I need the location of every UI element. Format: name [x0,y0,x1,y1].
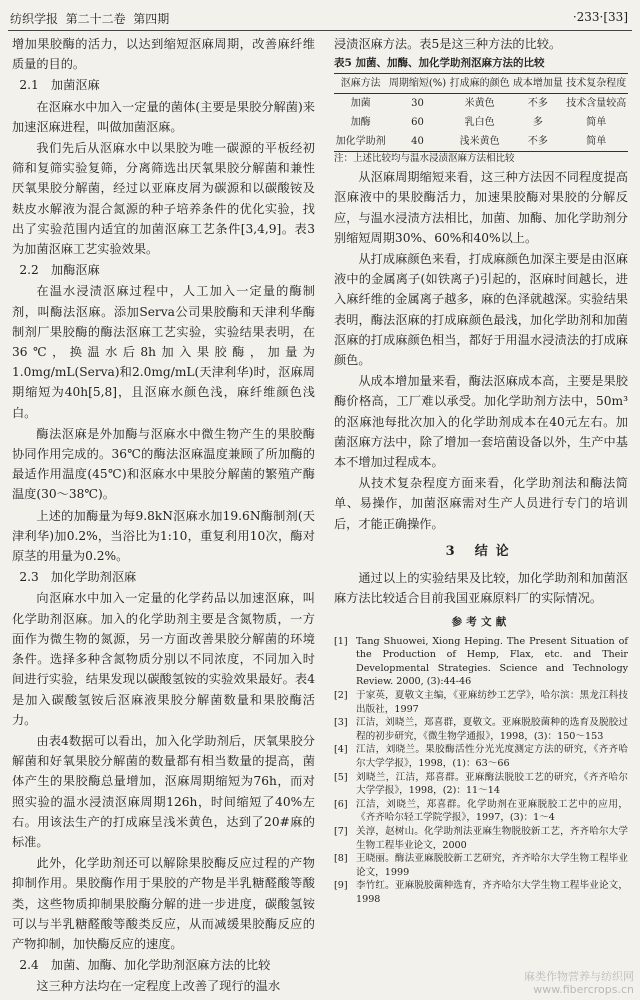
reference-number: [1] [334,635,348,647]
table-cell: 不多 [511,132,564,152]
body-paragraph: 在温水浸渍沤麻过程中，人工加入一定量的酶制剂，叫酶法沤麻。添加Serva公司果胶酶和天津利华酶制剂厂果胶酶的酶法沤麻工艺实验，实验结果表明，在36℃，换温水后8h加入果胶酶，加量为1.0mg/mL(Serva)和2.0mg/mL(天津利华)时，沤麻周期缩短为40h[5,8]，且沤麻水颜色浅，麻纤维颜色浅白。 [12,284,315,420]
table-header-cell: 成本增加量 [511,74,564,94]
reference-text: Tang Shuowei, Xiong Heping. The Present Situation of the Production of Hemp, Flax, etc. and Their Developmental Strategies. Science and Technology Review. 2000, (3):44-46 [356,635,628,688]
body-paragraph: 增加果胶酶的活力，以达到缩短沤麻周期，改善麻纤维质量的目的。 [12,37,315,72]
reference-number: [3] [334,717,348,729]
reference-text: 江洁，刘晓兰。果胶酶活性分光光度测定方法的研究，《齐齐哈尔大学学报》，1998，(1)：63～66 [356,744,628,770]
reference-number: [2] [334,690,348,702]
table-5-title: 表5 加菌、加酶、加化学助剂沤麻方法的比较 [334,57,545,70]
table-row [334,132,628,152]
body-paragraph: 向沤麻水中加入一定量的化学药品以加速沤麻，叫化学助剂沤麻。加入的化学助剂主要是含氮物质，一方面作为微生物的氮源，另一方面改善果胶分解菌的环境条件。选择多种含氮物质分别以不同浓度，不同加入时间进行实验，结果发现以碳酸氢铵的实验效果最好。表4是加入碳酸氢铵后沤麻液果胶分解菌数量和果胶酶活力。 [12,591,315,727]
reference-text: 于家英，夏敬文主编，《亚麻纺纱工艺学》，哈尔滨：黑龙江科技出版社，1997 [356,690,628,715]
table-row [334,94,628,114]
body-paragraph: 由表4数据可以看出，加入化学助剂后，厌氧果胶分解菌和好氧果胶分解菌的数量都有相当数量的提高，菌体产生的果胶酶总量增加，沤麻周期缩短为76h，而对照实验的温水浸渍沤麻周期126h，时间缩短了40%左右。用该法生产的打成麻呈浅米黄色，达到了20#麻的标准。 [12,733,315,849]
page-number: ·233·[33] [572,10,628,24]
reference-item [334,852,628,879]
reference-text: 关淳，赵树山。化学助剂法亚麻生物脱胶新工艺，齐齐哈尔大学生物工程毕业论文，2000 [356,825,628,851]
section-title: 加菌、加酶、加化学助剂沤麻方法的比较 [50,958,271,973]
reference-item [334,825,628,852]
body-paragraph: 从技术复杂程度方面来看，化学助剂法和酶法简单、易操作，加菌沤麻需对生产人员进行专门的培训后，才能正确操作。 [334,476,628,531]
reference-text: 江洁，刘晓兰，郑喜群。化学助剂在亚麻脱胶工艺中的应用，《齐齐哈尔轻工学院学报》，1997，(3)：1～4 [356,798,628,824]
section-heading [12,260,315,280]
reference-number: [5] [334,771,348,783]
body-paragraph: 上述的加酶量为每9.8kN沤麻水加19.6N酶制剂(天津利华)加0.2%，当浴比为1:10，重复利用10次，酶对原茎的用量为0.2%。 [12,508,315,564]
body-paragraph: 我们先后从沤麻水中以果胶为唯一碳源的平板经初筛和复筛实验复筛，分离筛选出厌氧果胶分解菌和兼性厌氧果胶分解菌，经过以亚麻皮屑为碳源和以碳酸铵及麸皮水解液为混合氮源的种子培养条件的优化实验，找出了实验范围内适宜的加菌沤麻工艺条件[3,4,9]。表3为加菌沤麻工艺实验效果。 [12,141,315,257]
page-header [8,6,632,31]
table-cell: 不多 [527,98,548,110]
body-paragraph: 这三种方法均在一定程度上改善了现行的温水 [36,979,281,994]
body-paragraph: 从成本增加量来看，酶法沤麻成本高，主要是果胶酶价格高，工厂难以承受。加化学助剂方法中，50m³的沤麻池每批次加入的化学助剂成本在40元左右。加菌沤麻方法中，除了增加一套培菌设备以外，生产中基本不增加过程成本。 [334,374,628,470]
section-number: 2.3 [19,570,39,585]
section-title: 加酶沤麻 [50,263,100,278]
table-cell: 技术含量较高 [566,98,627,110]
table-header-cell: 沤麻方法 [334,74,387,94]
reference-number: [4] [334,744,348,756]
reference-item [334,635,628,689]
left-column [12,34,315,998]
table-cell: 乳白色 [464,117,495,129]
body-paragraph: 酶法沤麻是外加酶与沤麻水中微生物产生的果胶酶协同作用完成的。36℃的酶法沤麻温度兼顾了所加酶的最适作用温度(45℃)和沤麻水中果胶分解菌的繁殖产酶温度(30～38℃)。 [12,426,315,502]
body-paragraph: 从沤麻周期缩短来看，这三种方法因不同程度提高沤麻液中的果胶酶活力，加速果胶酶对果胶的分解反应，与温水浸渍方法相比，加菌、加酶、加化学助剂分别缩短周期30%、60%和40%以上。 [334,170,628,245]
reference-item [334,879,628,906]
body-paragraph: 此外，化学助剂还可以解除果胶酶反应过程的产物抑制作用。果胶酶作用于果胶的产物是半乳糖醛酸等酸类，这些物质抑制果胶酶分解的进一步进度，碳酸氢铵可以与半乳糖醛酸等酸类反应，从而减缓果胶酶反应的产物抑制，加快酶反应的速度。 [12,856,315,951]
table-row [334,113,628,132]
table-cell: 米黄色 [464,98,495,110]
table-cell: 加菌 [350,98,371,110]
table-cell: 浅米黄色 [448,132,511,152]
table-cell: 多 [532,117,543,129]
reference-number: [9] [334,880,348,892]
table-cell: 40 [387,132,448,152]
section-title: 加菌沤麻 [50,78,100,93]
reference-item [334,798,628,825]
table-header-row [334,74,628,94]
section-title: 加化学助剂沤麻 [50,570,137,585]
conclusion-heading: 3 结论 [445,543,517,559]
reference-number: [7] [334,825,348,837]
journal-info: 纺织学报 第二十二卷 第四期 [10,12,170,26]
body-paragraph: 从打成麻颜色来看，打成麻颜色加深主要是由沤麻液中的金属离子(如铁离子)引起的，沤麻时间越长，进入麻纤维的金属离子越多，麻的色泽就越深。实验结果表明，酶法沤麻的打成麻颜色最浅，加化学助剂和加菌沤麻的打成麻颜色相当，都好于用温水浸渍法的打成麻颜色。 [334,252,628,368]
section-number: 2.1 [19,78,39,93]
references-heading: 参考文献 [451,616,511,629]
watermark-line-1: 麻类作物营养与纺织网 [524,970,634,983]
table-cell: 加化学助剂 [334,132,387,152]
body-paragraph: 在沤麻水中加入一定量的菌体(主要是果胶分解菌)来加速沤麻进程，叫做加菌沤麻。 [12,99,315,134]
table-5-note: 注：上述比较均与温水浸渍沤麻方法相比较 [334,153,515,165]
reference-text: 李竹红。亚麻脱胶菌种选育，齐齐哈尔大学生物工程毕业论文，1998 [356,880,628,905]
table-cell: 简单 [586,117,607,129]
reference-text: 江洁，刘晓兰，郑喜群，夏敬文。亚麻脱胶菌种的选育及脱胶过程的初步研究，《微生物学通报》，1998，(3)：150～153 [356,717,628,742]
table-header-cell: 周期缩短(%) [387,74,448,94]
reference-item [334,743,628,770]
reference-number: [8] [334,853,348,865]
reference-list [334,635,628,907]
reference-item [334,689,628,716]
reference-item [334,771,628,798]
section-heading [12,75,315,95]
watermark [524,970,634,996]
reference-text: 王晓丽。酶法亚麻脱胶新工艺研究，齐齐哈尔大学生物工程毕业论文，1999 [356,853,628,878]
section-heading [12,567,315,587]
section-number: 2.2 [19,263,39,278]
table-cell: 60 [411,117,424,129]
reference-item [334,716,628,743]
table-cell: 简单 [565,132,628,152]
right-column [334,34,628,907]
section-number: 2.4 [19,958,39,973]
watermark-line-2: www.fibercrops.cn [533,983,634,996]
section-heading [12,955,315,975]
table-cell: 30 [411,98,424,110]
table-cell: 加酶 [350,117,371,129]
table-header-cell: 打成麻的颜色 [448,74,511,94]
table-5 [334,73,628,152]
right-intro-paragraph: 浸渍沤麻方法。表5是这三种方法的比较。 [334,37,562,51]
table-header-cell: 技术复杂程度 [565,74,628,94]
reference-text: 刘晓兰，江洁，郑喜群。亚麻酶法脱胶工艺的研究，《齐齐哈尔大学学报》，1998，(2)：11～14 [356,771,628,797]
conclusion-paragraph: 通过以上的实验结果及比较，加化学助剂和加菌沤麻方法比较适合目前我国亚麻原料厂的实际情况。 [334,571,628,606]
reference-number: [6] [334,798,348,810]
